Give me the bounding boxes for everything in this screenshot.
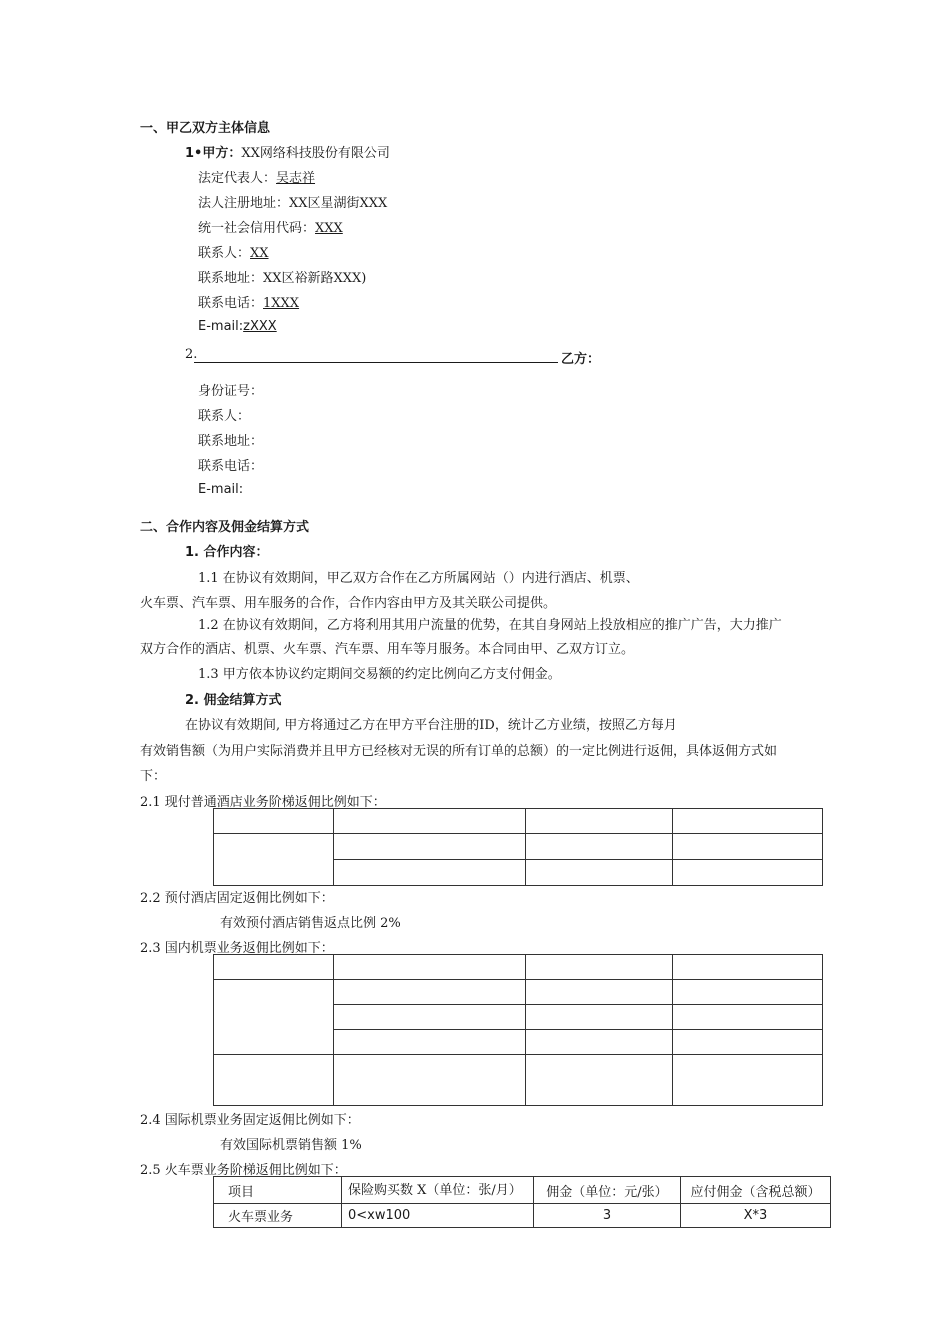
party-b-blank-line	[194, 362, 558, 363]
s23-heading: 2.3 国内机票业务返佣比例如下：	[140, 941, 334, 956]
party-b-id: 身份证号：	[198, 384, 264, 399]
domestic-flight-table	[213, 954, 823, 1106]
train-header-payable: 应付佣金（含税总额）	[681, 1177, 831, 1204]
party-a-name: XX网络科技股份有限公司	[241, 146, 390, 161]
table-cell	[673, 980, 823, 1005]
contact-addr-label: 联系地址：	[198, 271, 264, 286]
table-cell	[334, 1005, 526, 1030]
train-row-payable: X*3	[681, 1204, 831, 1228]
sub1-heading: 1. 合作内容：	[185, 545, 269, 560]
table-cell	[526, 860, 673, 886]
train-row-commission: 3	[534, 1204, 681, 1228]
p12-line1: 1.2 在协议有效期间，乙方将利用其用户流量的优势，在其自身网站上投放相应的推广广告，大力推广	[198, 618, 782, 633]
p11-line2: 火车票、汽车票、用车服务的合作，合作内容由甲方及其关联公司提供。	[140, 596, 557, 611]
table-cell	[334, 834, 526, 860]
credit-value: XXX	[315, 221, 343, 236]
phone-label: 联系电话：	[198, 296, 264, 311]
party-a-contact	[198, 242, 269, 261]
table-cell	[526, 1030, 673, 1055]
table-cell	[673, 809, 823, 834]
phone-value: 1XXX	[263, 296, 300, 311]
table-cell	[526, 809, 673, 834]
s24-detail: 有效国际机票销售额 1%	[220, 1138, 362, 1153]
s22-detail: 有效预付酒店销售返点比例 2%	[220, 916, 401, 931]
train-header-item: 项目	[214, 1177, 342, 1204]
party-a-rep	[198, 167, 315, 186]
table-cell	[334, 860, 526, 886]
p2-line2: 有效销售额（为用户实际消费并且甲方已经核对无误的所有订单的总额）的一定比例进行返佣，具体返佣方式如	[140, 744, 778, 759]
party-a-label: 1•甲方：	[185, 146, 242, 161]
party-b-label: 乙方：	[561, 352, 601, 367]
table-cell	[526, 980, 673, 1005]
table-cell	[673, 1055, 823, 1106]
party-a-credit	[198, 217, 343, 236]
contact-addr-value: XX区裕新路XXX)	[263, 271, 367, 286]
table-cell	[673, 1030, 823, 1055]
party-a-address	[198, 192, 387, 211]
section1-heading: 一、甲乙双方主体信息	[140, 121, 271, 136]
hotel-tier-table	[213, 808, 823, 886]
address-label: 法人注册地址：	[198, 196, 290, 211]
party-b-number: 2.	[185, 347, 198, 362]
s24-heading: 2.4 国际机票业务固定返佣比例如下：	[140, 1113, 360, 1128]
table-cell	[334, 1030, 526, 1055]
train-row-item: 火车票业务	[214, 1204, 342, 1228]
p2-line1: 在协议有效期间, 甲方将通过乙方在甲方平台注册的ID，统计乙方业绩，按照乙方每月	[185, 718, 677, 733]
party-b-email: E-mail:	[198, 482, 244, 497]
email-value: zXXX	[243, 319, 277, 334]
rep-label: 法定代表人：	[198, 171, 277, 186]
table-cell	[214, 809, 334, 834]
table-cell	[334, 980, 526, 1005]
address-value: XX区星湖街XXX	[289, 196, 388, 211]
table-cell	[214, 834, 334, 886]
train-ticket-table	[213, 1176, 831, 1228]
party-a-phone	[198, 292, 299, 311]
party-a-line	[185, 142, 390, 161]
train-header-quantity: 保险购买数 X（单位：张/月）	[342, 1177, 534, 1204]
section2-heading: 二、合作内容及佣金结算方式	[140, 520, 310, 535]
s22-heading: 2.2 预付酒店固定返佣比例如下：	[140, 891, 334, 906]
email-label: E-mail:	[198, 319, 244, 334]
train-row-quantity: 0<xw100	[342, 1204, 534, 1228]
party-a-email	[198, 319, 277, 334]
table-cell	[673, 1005, 823, 1030]
table-cell	[526, 1055, 673, 1106]
table-cell	[673, 860, 823, 886]
table-cell	[526, 834, 673, 860]
credit-label: 统一社会信用代码：	[198, 221, 316, 236]
party-a-contact-address	[198, 267, 366, 286]
table-cell	[526, 955, 673, 980]
s25-heading: 2.5 火车票业务阶梯返佣比例如下：	[140, 1163, 347, 1178]
party-b-contact: 联系人：	[198, 409, 251, 424]
contact-value: XX	[250, 246, 269, 261]
p12-line2: 双方合作的酒店、机票、火车票、汽车票、用车等月服务。本合同由甲、乙双方订立。	[140, 642, 635, 657]
train-header-commission: 佣金（单位：元/张）	[534, 1177, 681, 1204]
table-cell	[214, 980, 334, 1055]
party-b-phone: 联系电话：	[198, 459, 264, 474]
p2-line3: 下：	[140, 769, 167, 784]
table-cell	[334, 809, 526, 834]
p13: 1.3 甲方依本协议约定期间交易额的约定比例向乙方支付佣金。	[198, 667, 561, 682]
party-b-contact-address: 联系地址：	[198, 434, 264, 449]
table-cell	[214, 1055, 334, 1106]
table-cell	[673, 834, 823, 860]
table-cell	[334, 955, 526, 980]
table-cell	[673, 955, 823, 980]
table-cell	[526, 1005, 673, 1030]
table-cell	[214, 955, 334, 980]
sub2-heading: 2. 佣金结算方式	[185, 693, 282, 708]
rep-value: 吴志祥	[276, 171, 316, 186]
table-cell	[334, 1055, 526, 1106]
p11-line1: 1.1 在协议有效期间，甲乙双方合作在乙方所属网站（）内进行酒店、机票、	[198, 571, 639, 586]
contact-label: 联系人：	[198, 246, 251, 261]
s21-heading: 2.1 现付普通酒店业务阶梯返佣比例如下：	[140, 795, 386, 810]
